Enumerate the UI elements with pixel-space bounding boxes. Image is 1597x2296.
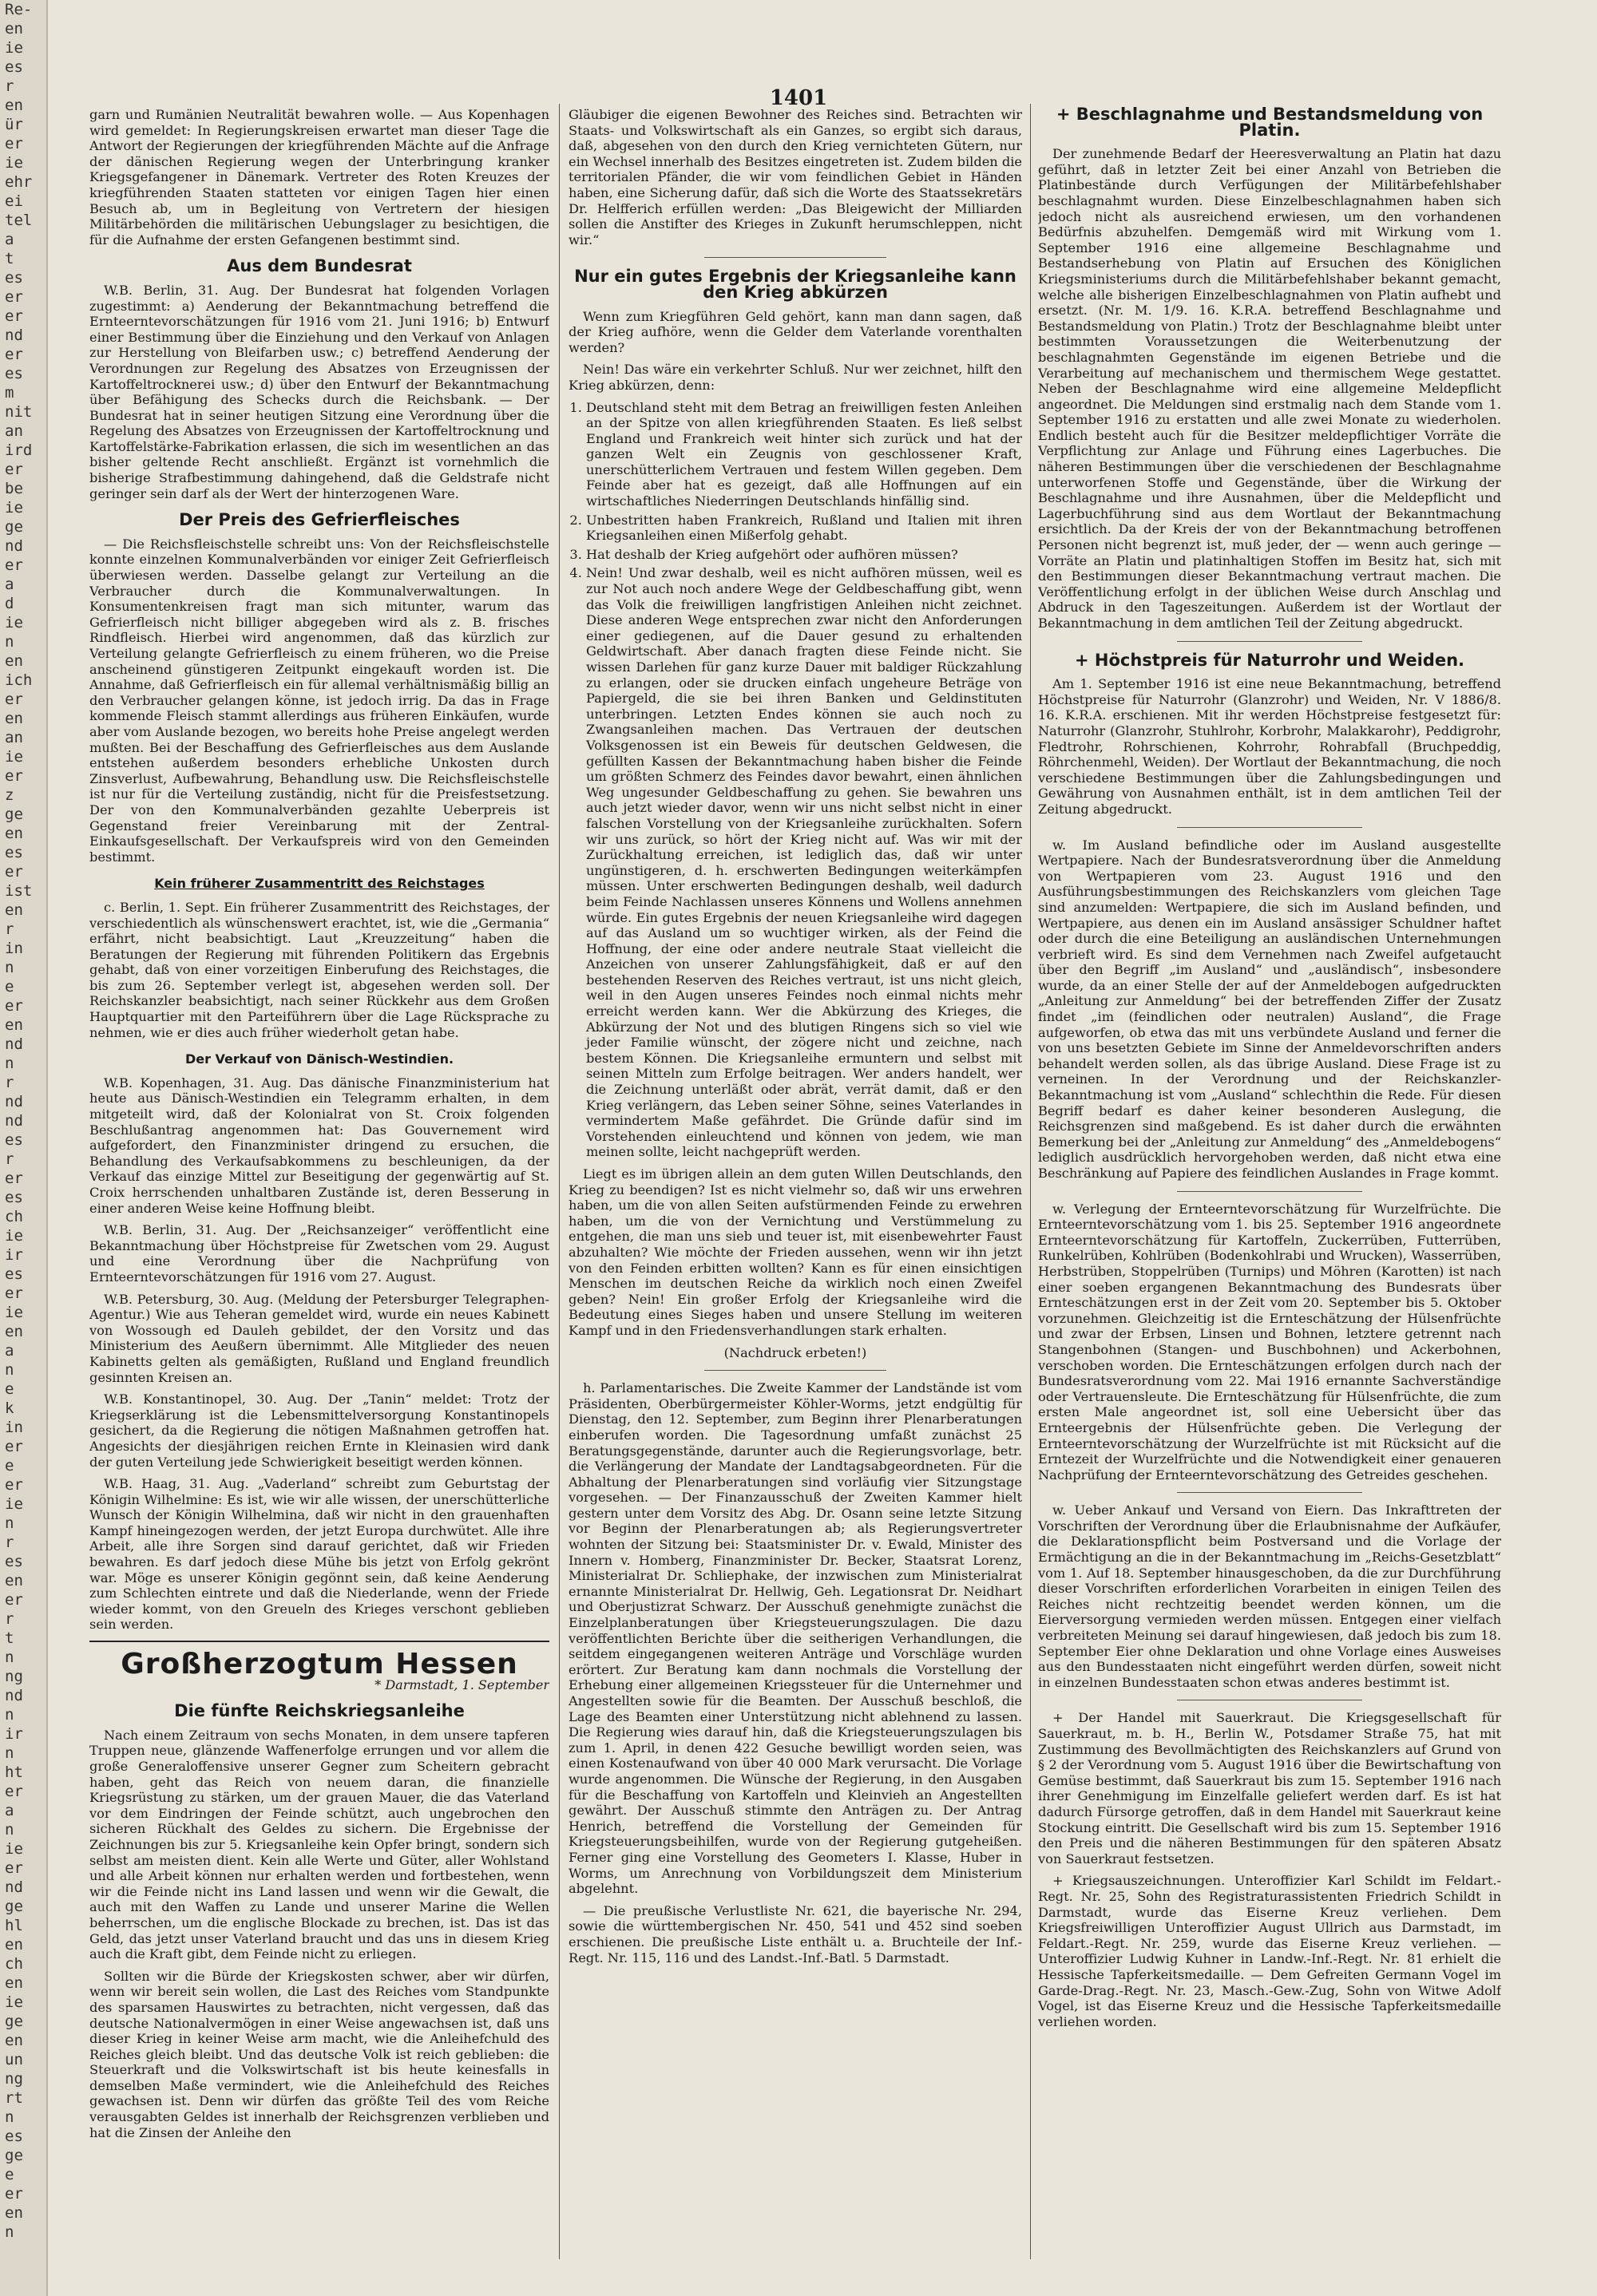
strip-fragment: a — [5, 576, 14, 593]
strip-fragment: ird — [5, 441, 33, 459]
strip-fragment: ür — [5, 116, 23, 133]
strip-fragment: n — [5, 1055, 14, 1072]
strip-fragment: be — [5, 480, 23, 497]
article-paragraph: W.B. Petersburg, 30. Aug. (Meldung der Petersburger Telegraphen-Agentur.) Wie aus Teheran gemeldet wird, wurde ein neues Kabinett von Wossough ed Dauleh gebildet, der den Vorsitz und das Ministerium des Aeußern übernimmt. Alle Mitglieder des neuen Kabinetts gelten als gemäßigten, Rußland und England freundlich gesinnten Kreisen an. — [89, 1291, 549, 1385]
article-paragraph: Nach einem Zeitraum von sechs Monaten, in dem unsere tapferen Truppen neue, glänzende Waffenerfolge errungen und vor allem die große Generaloffensive unserer Gegner zum Scheitern gebracht haben, geht das Reich von neuem daran, die finanzielle Kriegsrüstung zu stärken, um der grauen Mauer, die das Vaterland vor dem Eindringen der Feinde schützt, auch ungebrochen den sicheren Rückhalt des Geldes zu sichern. Die Ergebnisse der Zeichnungen bis zur 5. Kriegsanleihe kein Opfer bringt, sondern sich selbst am meisten dient. Kein alle Werte und Güter, aller Wohlstand und alle Arbeit können nur erhalten werden und fortbestehen, wenn wir die Feinde nicht ins Land lassen und wenn wir die Gewalt, die auch mit den Waffen zu Lande und unserer Marine die Wellen beherrschen, um die englische Blockade zu brechen, ist. Das ist das Geld, das jetzt unser Vaterland braucht und das uns in diesem Krieg auch die Kraft gibt, dem Feinde nicht zu erliegen. — [89, 1727, 549, 1962]
strip-fragment: z — [5, 786, 14, 804]
strip-fragment: er — [5, 307, 23, 325]
strip-fragment: ge — [5, 806, 23, 823]
strip-fragment: Re- — [5, 1, 33, 18]
separator — [1177, 827, 1362, 828]
article-paragraph: W.B. Berlin, 31. Aug. Der Bundesrat hat folgenden Vorlagen zugestimmt: a) Aenderung der Bekanntmachung betreffend die Ernteerntevorschätzungen für 1916 vom 21. Juni 1916; b) Entwurf einer Bestimmung über die Einziehung und den Verkauf von Anlagen zur Herstellung von Bleifarben usw.; c) betreffend Aenderung der Verordnungen zur Regelung des Absatzes von Erzeugnissen der Kartoffeltrocknerei usw.; d) über den Entwurf der Bekanntmachung über Befähigung des Schecks durch die Reichsbank. — Der Bundesrat hat in seiner heutigen Sitzung eine Verordnung über die Regelung des Absatzes von Erzeugnissen der Kartoffeltrocknung und Kartoffelstärke-Fabrikation erlassen, die sich im wesentlichen an das bisher geltende Recht anschließt. Ergänzt ist vornehmlich die bisherige Strafbestimmung dahingehend, daß die Geldstrafe nicht geringer sein darf als der Wert der hinterzogenen Ware. — [89, 282, 549, 501]
column-1 — [89, 107, 549, 2278]
article-paragraph: + Kriegsauszeichnungen. Unteroffizier Karl Schildt im Feldart.-Regt. Nr. 25, Sohn des Registraturassistenten Friedrich Schildt in Darmstadt, wurde das Eiserne Kreuz verliehen. Dem Kriegsfreiwilligen Unteroffizier August Ullrich aus Darmstadt, im Feldart.-Regt. Nr. 259, wurde das Eiserne Kreuz verliehen. — Unteroffizier Ludwig Kuhner in Landw.-Inf.-Regt. Nr. 81 erhielt die Hessische Tapferkeitsmedaille. — Dem Gefreiten Germann Vogel im Garde-Drag.-Regt. Nr. 23, Masch.-Gew.-Zug, Sohn von Witwe Adolf Vogel, ist das Eiserne Kreuz und die Hessische Tapferkeitsmedaille verliehen worden. — [1038, 1873, 1501, 2029]
strip-fragment: nd — [5, 1035, 23, 1053]
strip-fragment: in — [5, 940, 23, 957]
section-heading: Großherzogtum Hessen — [121, 1648, 518, 1681]
strip-fragment: en — [5, 20, 23, 38]
strip-fragment: ir — [5, 1725, 23, 1743]
reprint-note: (Nachdruck erbeten!) — [723, 1344, 867, 1360]
strip-fragment: en — [5, 1936, 23, 1954]
strip-fragment: es — [5, 269, 23, 287]
strip-fragment: r — [5, 77, 14, 95]
separator — [1177, 641, 1362, 642]
strip-fragment: a — [5, 1802, 14, 1819]
article-heading: Der Preis des Gefrierfleisches — [179, 510, 460, 530]
strip-fragment: ir — [5, 1246, 23, 1264]
article-paragraph: Am 1. September 1916 ist eine neue Bekanntmachung, betreffend Höchstpreise für Naturrohr (Glanzrohr) und Weiden, Nr. V 1886/8. 16. K.R.A. erschienen. Mit ihr werden Höchstpreise festgesetzt für: Naturrohr (Glanzrohr, Stuhlrohr, Korbrohr, Malakkarohr), Peddigrohr, Fledtrohr, Rohrschienen, Kohrrohr, Rohrabfall (Bruchpeddig, Röhrchenmehl, Weiden). Der Wortlaut der Bekanntmachung, die noch verschiedene Bestimmungen über die Zahlungsbedingungen und Gewährung von Ausnahmen enthält, ist in dem amtlichen Teil der Zeitung abgedruckt. — [1038, 676, 1501, 817]
strip-fragment: en — [5, 825, 23, 842]
section-rule — [89, 1641, 549, 1642]
strip-fragment: ehr — [5, 173, 33, 191]
strip-fragment: ng — [5, 2070, 23, 2088]
strip-fragment: r — [5, 920, 14, 938]
strip-fragment: n — [5, 1744, 14, 1762]
column-divider — [559, 104, 560, 2259]
strip-fragment: er — [5, 288, 23, 306]
article-heading: Nur ein gutes Ergebnis der Kriegsanleihe kann den Krieg abkürzen — [574, 267, 1016, 302]
strip-fragment: ge — [5, 2147, 23, 2164]
strip-fragment: es — [5, 2128, 23, 2145]
strip-fragment: n — [5, 2108, 14, 2126]
strip-fragment: ie — [5, 614, 23, 631]
strip-fragment: k — [5, 1399, 14, 1417]
article-paragraph: W.B. Konstantinopel, 30. Aug. Der „Tanin“ meldet: Trotz der Kriegserklärung ist die Lebensmittelversorgung Konstantinopels gesichert, da die Regierung die nötigen Maßnahmen getroffen hat. Angesichts der diesjährigen reichen Ernte in Kleinasien wird dank der guten Verteilung jede Schwierigkeit beseitigt werden können. — [89, 1391, 549, 1470]
separator — [704, 257, 886, 258]
strip-fragment: e — [5, 1457, 14, 1475]
strip-fragment: n — [5, 959, 14, 976]
separator — [704, 1370, 886, 1371]
strip-fragment: ie — [5, 1227, 23, 1245]
strip-fragment: en — [5, 1323, 23, 1340]
strip-fragment: en — [5, 1974, 23, 1992]
strip-fragment: ge — [5, 2013, 23, 2030]
strip-fragment: en — [5, 97, 23, 114]
article-paragraph: w. Ueber Ankauf und Versand von Eiern. Das Inkrafttreten der Vorschriften der Verordnung über die Erlaubnisnahme der Aufkäufer, die Deklarationspflicht beim Postversand und die Vorlage der Ermächtigung an die in der Bekanntmachung im „Reichs-Gesetzblatt“ vom 1. Auf 18. September hinausgeschoben, da die zur Durchführung dieser Vorschriften erforderlichen Vorarbeiten in einigen Teilen des Reiches nicht rechtzeitig beendet werden können, um die Eierversorgung vermieden werden müssen. Entgegen einer vielfach verbreiteten Meinung sei darauf hingewiesen, daß jedoch bis zum 18. September Eier ohne Deklaration und ohne Vorlage eines Ausweises aus den Bundesstaaten nicht eingeführt werden dürfen, soweit nicht in einzelnen Bundesstaaten schon etwas anderes bestimmt ist. — [1038, 1502, 1501, 1690]
strip-fragment: er — [5, 691, 23, 708]
strip-fragment: ch — [5, 1208, 23, 1225]
strip-fragment: r — [5, 1074, 14, 1091]
strip-fragment: er — [5, 461, 23, 478]
strip-fragment: rt — [5, 2089, 23, 2107]
column-divider — [1030, 104, 1031, 2259]
adjacent-page-strip — [0, 0, 48, 2296]
strip-fragment: in — [5, 1419, 23, 1436]
strip-fragment: ie — [5, 1304, 23, 1321]
strip-fragment: m — [5, 384, 14, 402]
strip-fragment: nd — [5, 537, 23, 555]
strip-fragment: er — [5, 135, 23, 152]
article-paragraph: Der zunehmende Bedarf der Heeresverwaltung an Platin hat dazu geführt, daß in letzter Zeit bei einer Anzahl von Betrieben die Platinbestände durch Verfügungen der Militärbefehlshaber beschlagnahmt wurden. Diese Einzelbeschlagnahmen haben sich jedoch nicht als ausreichend erwiesen, um den vorhandenen Bedürfnis abzuhelfen. Demgemäß wird mit Wirkung vom 1. September 1916 eine allgemeine Beschlagnahme und Bestandserhebung von Platin auf Ersuchen des Königlichen Kriegsministeriums durch die Militärbefehlshaber bekannt gemacht, welche alle bisherigen Einzelbeschlagnahmen von Platin aufhebt und ersetzt. (Nr. M. 1/9. 16. K.R.A. betreffend Beschlagnahme und Bestandsmeldung von Platin.) Trotz der Beschlagnahme bleibt unter bestimmten Voraussetzungen die Weiterbenutzung der beschlagnahmten Gegenstände im eigenen Betriebe und die Verarbeitung auf mechanischem und thermischem Wege gestattet. Neben der Beschlagnahme wird eine allgemeine Meldepflicht angeordnet. Die Meldungen sind erstmalig nach dem Stande vom 1. September 1916 zu erstatten und alle zwei Monate zu wiederholen. Endlich besteht auch für die Besitzer meldepflichtiger Vorräte die Verpflichtung zur Anlage und Führung eines Lagerbuches. Die näheren Bestimmungen über die verschiedenen der Beschlagnahme unterworfenen Stoffe und Gegenstände, über die Wirkung der Beschlagnahme und ihre Ausnahmen, über die Meldepflicht und Lagerbuchführung sind aus dem Wortlaut der Bekanntmachung ersichtlich. Da der Kreis der von der Bekanntmachung betroffenen Personen nicht begrenzt ist, muß jeder, der — wenn auch geringe — Vorräte an Platin und platinhaltigen Stoffen im Besitz hat, sich mit den Bestimmungen dieser Bekanntmachung vertraut machen. Die Veröffentlichung erfolgt in der üblichen Weise durch Anschlag und Abdruck in den Tageszeitungen. Außerdem ist der Wortlaut der Bekanntmachung in dem amtlichen Teil der Zeitung abgedruckt. — [1038, 146, 1501, 631]
strip-fragment: en — [5, 652, 23, 670]
article-heading: Kein früherer Zusammentritt des Reichstages — [154, 876, 485, 892]
strip-fragment: n — [5, 633, 14, 651]
article-heading: + Höchstpreis für Naturrohr und Weiden. — [1074, 650, 1465, 670]
strip-fragment: ich — [5, 671, 33, 689]
strip-fragment: n — [5, 1649, 14, 1666]
strip-fragment: nd — [5, 1093, 23, 1110]
list-item: 4. Nein! Und zwar deshalb, weil es nicht aufhören müssen, weil es zur Not auch noch andere Wege der Geldbeschaffung gibt, wenn das Volk die freiwilligen langfristigen Anleihen nicht zeichnet. Diese anderen Wege entsprechen zwar nicht den Anforderungen einer gediegenen, auf die Dauer gesund zu erhaltenden Geldwirtschaft. Aber danach fragten diese Feinde nicht. Sie wissen Darlehen für ganz kurze Dauer mit baldiger Rückzahlung zu erlangen, oder sie drucken einfach ungeheure Beträge von Papiergeld, die sie bei ihren Banken und Geldinstituten unterbringen. Letzten Endes können sie auch noch zu Zwangsanleihen machen. Das Vertrauen der deutschen Volksgenossen ist ein Beweis für deutschen Geldwesen, die gefüllten Kassen der Bekanntmachung haben bisher die Feinde um größten Schmerz des Feindes davor bewahrt, einen ähnlichen Weg ungesunder Geldbeschaffung zu gehen. Sie bewahren uns auch jetzt wieder davor, wenn wir uns nicht selbst nicht in einer falschen Vorstellung von der Kriegsanleihe zurückhalten. Sofern wir uns zurück, so hört der Krieg nicht auf. Was wir mit der Zurückhaltung erreichen, ist lediglich das, daß wir unter ungünstigeren, d. h. erschwerten Bedingungen weiterkämpfen müssen. Unter erschwerten Bedingungen deshalb, weil dadurch beim Feinde Nachlassen unseres Könnens und Wollens annehmen würde. Ein gutes Ergebnis der neuen Kriegsanleihe wird dagegen auf das Ausland um so wuchtiger wirken, als der Feind die Hoffnung, der eine oder andere neutrale Staat vielleicht die Anzeichen von unserer Zahlungsfähigkeit, daß er auf den bestehenden Reserven des Reiches vertraut, ist uns nicht gleich, weil in den Augen unseres Feindes noch einmal nichts mehr erreicht werden kann. Wer die Abkürzung des Krieges, die Abkürzung der Not und des blutigen Ringens sich so viel wie jeder Familie wünscht, der zögere nicht und zeichne, nach bestem Können. Die Kriegsanleihe ermuntern und selbst mit seinen Mitteln zum Erfolge beitragen. Wer anders handelt, wer die Zeichnung unterläßt oder abrät, verrät damit, daß er den Krieg verlängern, das Leben seiner Söhne, seines Vaterlandes in vermindertem Maße gefährdet. Die Gründe dafür sind im Vorstehenden einleuchtend und können von jedem, wie man meinen sollte, leicht nachgeprüft werden. — [586, 565, 1022, 1160]
article-paragraph: W.B. Berlin, 31. Aug. Der „Reichsanzeiger“ veröffentlicht eine Bekanntmachung über Höchstpreise für Zwetschen vom 29. August und eine Verordnung über die Nachprüfung von Ernteerntevorschätzungen für 1916 vom 27. August. — [89, 1222, 549, 1285]
strip-fragment: er — [5, 1285, 23, 1302]
strip-fragment: ch — [5, 1955, 23, 1973]
strip-fragment: es — [5, 1189, 23, 1206]
strip-fragment: a — [5, 231, 14, 248]
strip-fragment: en — [5, 710, 23, 727]
strip-fragment: e — [5, 2166, 14, 2183]
strip-fragment: er — [5, 997, 23, 1015]
strip-fragment: es — [5, 1553, 23, 1570]
separator — [1177, 1492, 1362, 1493]
strip-fragment: ie — [5, 499, 23, 517]
strip-fragment: er — [5, 1476, 23, 1494]
column-3 — [1038, 107, 1501, 2278]
strip-fragment: en — [5, 901, 23, 919]
list-item: 2. Unbestritten haben Frankreich, Rußland und Italien mit ihren Kriegsanleihen einen Mißerfolg gehabt. — [586, 513, 1022, 544]
strip-fragment: en — [5, 2204, 23, 2222]
strip-fragment: es — [5, 1131, 23, 1149]
strip-fragment: er — [5, 767, 23, 785]
strip-fragment: n — [5, 1821, 14, 1839]
strip-fragment: ge — [5, 518, 23, 536]
strip-fragment: nd — [5, 1687, 23, 1704]
separator — [1177, 1191, 1362, 1192]
article-paragraph: — Die Reichsfleischstelle schreibt uns: Von der Reichsfleischstelle konnte einzelnen Kommunalverbänden vor einiger Zeit Gefrierfleisch überwiesen werden. Dasselbe gelangt zur Verteilung an die Verbraucher durch die Kommunalverwaltungen. In Konsumentenkreisen fragt man sich mitunter, warum das Gefrierfleisch nicht billiger abgegeben wird als z. B. frisches Rindfleisch. Hierbei wird angenommen, daß das kürzlich zur Verteilung gelangte Gefrierfleisch zu einem früheren, wo die Preise anscheinend günstigeren Zeitpunkt eingekauft worden ist. Die Annahme, daß Gefrierfleisch ein für allemal verhältnismäßig billig an den Verbraucher gelangen könne, ist jedoch irrig. Da das in Frage kommende Fleisch stammt allerdings aus früheren Einkäufen, wurde aber vom Auslande bezogen, wo bereits hohe Preise angelegt werden mußten. Bei der Beschaffung des Gefrierfleisches aus dem Auslande entstehen außerdem besonders erhebliche Unkosten durch Zinsverlust, Aufbewahrung, Behandlung usw. Die Reichsfleischstelle ist nur für die Verteilung zuständig, nicht für die Preisfestsetzung. Der von den Kommunalverbänden gezahlte Ueberpreis ist Gegenstand freier Vereinbarung mit der Zentral-Einkaufsgesellschaft. Der Verkaufspreis wird von den Gemeinden bestimmt. — [89, 536, 549, 865]
strip-fragment: es — [5, 365, 23, 382]
article-paragraph: Liegt es im übrigen allein an dem guten Willen Deutschlands, den Krieg zu beendigen? Ist es nicht vielmehr so, daß wir uns erwehren haben, um die von allen Seiten aufstürmenden Feinde zu erwehren haben, um die von der Vernichtung und Verstümmelung zu entgehen, die man uns sieb und teuer ist, mit eisenbewehrter Faust abzuhalten? Wie möchte der Frieden aussehen, wenn wir ihn jetzt von den Feinden erbitten wollten? Kann es für einen einsichtigen Menschen im deutschen Reiche da wirklich noch einen Zweifel geben? Nein! Ein großer Erfolg der Kriegsanleihe wird die Bedeutung eines Sieges haben und unsere Stellung im weiteren Kampf und in den Friedensverhandlungen stark erhalten. — [569, 1166, 1022, 1338]
strip-fragment: er — [5, 2185, 23, 2203]
list-item: 1. Deutschland steht mit dem Betrag an freiwilligen festen Anleihen an der Spitze von allen kriegführenden Staaten. Es ließ selbst England und Frankreich weit hinter sich zurück und hat der ganzen Welt ein Zeugnis von geschlossener Kraft, unerschütterlichem Vertrauen und festem Willen gegeben. Dem Feinde aber hat es gezeigt, daß alle Hoffnungen auf ein wirtschaftliches Niederringen Deutschlands hinfällig sind. — [586, 400, 1022, 509]
article-heading: Aus dem Bundesrat — [227, 256, 412, 276]
strip-fragment: er — [5, 1438, 23, 1455]
strip-fragment: ht — [5, 1764, 23, 1781]
strip-fragment: en — [5, 1016, 23, 1034]
list-item: 3. Hat deshalb der Krieg aufgehört oder aufhören müssen? — [586, 547, 1022, 563]
article-paragraph: + Der Handel mit Sauerkraut. Die Kriegsgesellschaft für Sauerkraut, m. b. H., Berlin W., Potsdamer Straße 75, hat mit Zustimmung des Bevollmächtigten des Reichskanzlers auf Grund von § 2 der Verordnung vom 5. August 1916 über die Bewirtschaftung von Gemüse bestimmt, daß Sauerkraut bis zum 15. September 1916 nach ihrer Genehmigung im Einzelfalle geliefert werden darf. Es ist hat dadurch Fürsorge getroffen, daß in dem Handel mit Sauerkraut keine Stockung eintritt. Die Gesellschaft wird bis zum 15. September 1916 den Preis und die näheren Bestimmungen für den späteren Absatz von Sauerkraut festsetzen. — [1038, 1710, 1501, 1866]
strip-fragment: an — [5, 422, 23, 440]
strip-fragment: a — [5, 1342, 14, 1360]
strip-fragment: er — [5, 1170, 23, 1187]
article-paragraph: Gläubiger die eigenen Bewohner des Reiches sind. Betrachten wir Staats- und Volkswirtschaft als ein Ganzes, so ergibt sich daraus, daß, abgesehen von den durch den Krieg vernichteten Gütern, nur ein Wechsel innerhalb des Besitzes eingetreten ist. Zudem bilden die territorialen Pfänder, die wir vom feindlichen Gebiet in Händen haben, eine Sicherung dafür, daß sich die Worte des Staatssekretärs Dr. Helfferich erfüllen werden: „Das Bleigewicht der Milliarden sollen die Anstifter des Krieges in Zukunft herumschleppen, nicht wir.“ — [569, 107, 1022, 247]
article-heading: + Beschlagnahme und Bestandsmeldung von Platin. — [1056, 107, 1484, 140]
column-2 — [569, 107, 1022, 2278]
strip-fragment: r — [5, 1150, 14, 1168]
article-paragraph: garn und Rumänien Neutralität bewahren wolle. — Aus Kopenhagen wird gemeldet: In Regierungskreisen erwartet man dieser Tage die Antwort der Regierungen der kriegführenden Mächte auf die Anfrage der dänischen Regierung wegen der Unterbringung kranker Kriegsgefangener in Dänemark. Vertreter des Roten Kreuzes der kriegführenden Staaten statteten vor einigen Tagen hier einen Besuch ab, um in Begleitung von Vertretern der hiesigen Militärbehörden die militärischen Uebungslager zu besichtigen, die für die Aufnahme der ersten Gefangenen bestimmt sind. — [89, 107, 549, 247]
strip-fragment: ei — [5, 192, 23, 210]
strip-fragment: tel — [5, 212, 33, 229]
numbered-list — [569, 400, 1022, 1161]
strip-fragment: er — [5, 863, 23, 881]
strip-fragment: er — [5, 346, 23, 363]
article-paragraph: Nein! Das wäre ein verkehrter Schluß. Nur wer zeichnet, hilft den Krieg abkürzen, denn: — [569, 362, 1022, 393]
strip-fragment: n — [5, 1514, 14, 1532]
strip-fragment: nd — [5, 1112, 23, 1130]
strip-fragment: r — [5, 1534, 14, 1551]
article-paragraph: w. Verlegung der Ernteerntevorschätzung für Wurzelfrüchte. Die Ernteerntevorschätzung vom 1. bis 25. September 1916 angeordnete Ernteerntevorschätzung für Kartoffeln, Zuckerrüben, Futterrüben, Runkelrüben, Kohlrüben (Bodenkohlrabi und Wrucken), Wasserrüben, Herbstrüben, Stoppelrüben (Turnips) und Möhren (Karotten) ist nach einer soeben ergangenen Bekanntmachung des Bundesrats über Ernteschätzungen erst in der Zeit vom 20. September bis 5. Oktober vorzunehmen. Gleichzeitig ist die Ernteschätzung der Hülsenfrüchte und zwar der Erbsen, Linsen und Bohnen, letztere getrennt nach Stangenbohnen (Stangen- und Buschbohnen) und Ackerbohnen, verschoben worden. Die Ernteschätzungen erfolgen durch nach der Bundesratsverordnung vom 22. Mai 1916 ernannte Sachverständige oder Vertrauensleute. Die Ernteschätzung für Hülsenfrüchte, die zum ersten Male angeordnet ist, soll eine Uebersicht über das Ernteergebnis der Hülsenfrüchte geben. Die Verlegung der Ernteerntevorschätzung der Wurzelfrüchte ist mit Rücksicht auf die Erntezeit der Wurzelfrüchte und die Notwendigkeit einer genaueren Nachprüfung der Ernteerntevorschätzung des Getreides geschehen. — [1038, 1201, 1501, 1483]
strip-fragment: ist — [5, 882, 33, 900]
strip-fragment: es — [5, 58, 23, 76]
article-paragraph: W.B. Kopenhagen, 31. Aug. Das dänische Finanzministerium hat heute aus Dänisch-Westindien ein Telegramm erhalten, in dem mitgeteilt wird, daß der Kolonialrat von St. Croix folgenden Beschlußantrag angenommen hat: Das Gouvernement wird aufgefordert, den Finanzminister dringend zu ersuchen, die Behandlung des Verkaufsabkommens zu beschleunigen, da der Verkauf das einzige Mittel zur Beseitigung der gegenwärtig auf St. Croix herrschenden unhaltbaren Zustände ist, deren Besserung in einer anderen Weise keine Hoffnung bleibt. — [89, 1075, 549, 1216]
strip-fragment: es — [5, 1265, 23, 1283]
strip-fragment: e — [5, 978, 14, 996]
article-heading: Die fünfte Reichskriegsanleihe — [174, 1701, 465, 1721]
article-paragraph: Sollten wir die Bürde der Kriegskosten schwer, aber wir dürfen, wenn wir bereit sein wollen, die Last des Reiches vom Standpunkte des sparsamen Hauswirtes zu betrachten, nicht vergessen, daß das deutsche Nationalvermögen in einer Weise angewachsen ist, daß uns dieser Krieg in keiner Weise arm macht, wie die Anleihefchuld des Reiches gleich bleibt. Und das deutsche Volk ist reich geblieben: die Steuerkraft und die Volkswirtschaft ist bis heute keinesfalls in demselben Maße vermindert, wie die Anleihefchuld des Reiches gewachsen ist. Denn wir dürfen das größte Teil des vom Reiche verausgabten Geldes ist innerhalb der Reichsgrenzen verblieben und hat die Zinsen der Anleihe den — [89, 1968, 549, 2140]
strip-fragment: r — [5, 1610, 14, 1628]
strip-fragment: nd — [5, 327, 23, 344]
strip-fragment: en — [5, 2032, 23, 2049]
strip-fragment: t — [5, 250, 14, 267]
strip-fragment: er — [5, 556, 23, 574]
strip-fragment: hl — [5, 1917, 23, 1934]
strip-fragment: an — [5, 729, 23, 746]
strip-fragment: er — [5, 1783, 23, 1800]
strip-fragment: n — [5, 1706, 14, 1724]
strip-fragment: n — [5, 1361, 14, 1379]
strip-fragment: ie — [5, 154, 23, 172]
strip-fragment: ge — [5, 1898, 23, 1915]
strip-fragment: un — [5, 2051, 23, 2068]
strip-fragment: t — [5, 1629, 14, 1647]
strip-fragment: ie — [5, 1840, 23, 1858]
article-paragraph: W.B. Haag, 31. Aug. „Vaderland“ schreibt zum Geburtstag der Königin Wilhelmine: Es ist, wie wir alle wissen, der unerschütterliche Wunsch der Königin Wilhelmina, daß wir nicht in den grauenhaften Kampf hineingezogen werden, der jetzt Europa durchwütet. Alle ihre Arbeit, alle ihre Sorgen sind darauf gerichtet, daß wir Frieden bewahren. Es darf jedoch diese Mühe bis jetzt von Erfolg gekrönt war. Möge es unserer Königin gegönnt sein, daß keine Aenderung zum Schlechten eintrete und daß die Niederlande, wenn der Friede wieder kommt, von den Greueln des Krieges verschont geblieben sein werden. — [89, 1476, 549, 1633]
page-number: 1401 — [769, 86, 828, 110]
strip-fragment: ie — [5, 748, 23, 766]
strip-fragment: e — [5, 1380, 14, 1398]
article-heading: Der Verkauf von Dänisch-Westindien. — [184, 1051, 454, 1067]
strip-fragment: er — [5, 1591, 23, 1609]
article-paragraph: Wenn zum Kriegführen Geld gehört, kann man dann sagen, daß der Krieg aufhöre, wenn die Gelder dem Vaterlande vorenthalten werden? — [569, 308, 1022, 355]
article-paragraph: h. Parlamentarisches. Die Zweite Kammer der Landstände ist vom Präsidenten, Oberbürgermeister Köhler-Worms, jetzt endgültig für Dienstag, den 12. September, zum Beginn ihrer Plenarberatungen einberufen worden. Die Tagesordnung umfaßt zunächst 25 Beratungsgegenstände, darunter auch die Regierungsvorlage, betr. die Verlängerung der Mandate der Landtagsabgeordneten. Für die Abhaltung der Plenarberatungen sind vorläufig vier Sitzungstage vorgesehen. — Der Finanzausschuß der Zweiten Kammer hielt gestern unter dem Vorsitz des Abg. Dr. Osann seine letzte Sitzung vor Beginn der Plenarberatungen ab; als Regierungsvertreter wohnten der Sitzung bei: Staatsminister Dr. v. Ewald, Minister des Innern v. Homberg, Finanzminister Dr. Becker, Staatsrat Lorenz, Ministerialrat Dr. Schliephake, der inzwischen zum Ministerialrat ernannte Ministerialrat Dr. Hellwig, Geh. Legationsrat Dr. Neidhart und Oberjustizrat Schwarz. Der Ausschuß genehmigte zunächst die Einzelplanberatungen über Kriegsteuerungszulagen. Die dazu veröffentlichten Berichte über die seitherigen Verhandlungen, die seitdem eingegangenen weiteren Anträge und Vorschläge wurden erörtert. Zur Beratung kam dann nochmals die Vorstellung der Erhebung einer allgemeinen Kriegssteuer für die Unternehmer und Angestellten sowie für die Beamten. Der Ausschuß beschloß, die Lage des Beamten einer Unterstützung nicht ablehnend zu lassen. Die Regierung wies darauf hin, daß die Kriegsteuerungszulagen bis zum 1. April, in denen 422 Gesuche bewilligt worden seien, was einen Kostenaufwand von über 40 000 Mark verursacht. Die Vorlage wurde angenommen. Die Wünsche der Regierung, in den Ausgaben für die Beschaffung von Kartoffeln und Kleinvieh an Angestellten gewährt. Der Ausschuß stimmte den Anträgen zu. Der Antrag Henrich, betreffend die Vorstellung der Gemeinden für Kriegsteuerungsbeihilfen, wurde von der Regierung gutgeheißen. Ferner ging eine Vorstellung des Geometers I. Klasse, Huber in Worms, um Anrechnung von Vorbildungszeit dem Ministerium abgelehnt. — [569, 1380, 1022, 1897]
strip-fragment: ie — [5, 1495, 23, 1513]
strip-fragment: er — [5, 1859, 23, 1877]
strip-fragment: ng — [5, 1668, 23, 1685]
strip-fragment: nit — [5, 403, 33, 421]
strip-fragment: n — [5, 2223, 14, 2241]
strip-fragment: d — [5, 595, 14, 612]
strip-fragment: ie — [5, 1993, 23, 2011]
strip-fragment: en — [5, 1572, 23, 1589]
strip-fragment: nd — [5, 1878, 23, 1896]
strip-fragment: ie — [5, 39, 23, 57]
article-paragraph: — Die preußische Verlustliste Nr. 621, die bayerische Nr. 294, sowie die württembergischen Nr. 450, 541 und 452 sind soeben erschienen. Die preußische Liste enthält u. a. Bruchteile der Inf.-Regt. Nr. 115, 116 und des Landst.-Inf.-Batl. 5 Darmstadt. — [569, 1902, 1022, 1965]
article-paragraph: w. Im Ausland befindliche oder im Ausland ausgestellte Wertpapiere. Nach der Bundesratsverordnung über die Anmeldung von Wertpapieren vom 23. August 1916 und den Ausführungsbestimmungen des Reichskanzlers vom gleichen Tage sind anzumelden: Wertpapiere, die sich im Ausland befinden, und Wertpapiere, aus denen ein im Ausland ansässiger Schuldner haftet oder durch die eine Beteiligung an ausländischen Unternehmungen verbrieft wird. Es sind dem Vernehmen nach Zweifel aufgetaucht über den Begriff „im Ausland“ und „ausländisch“, insbesondere wurde, da an einer Stelle der auf der Anmeldebogen aufgedruckten „Anleitung zur Anmeldung“ bei der betreffenden Ziffer der Zusatz findet „im (feindlichen oder neutralen) Ausland“, die Frage aufgeworfen, ob etwa das mit uns verbündete Ausland und ferner die von uns besetzten Gebiete im Sinne der Anmeldevorschriften anders behandelt werden sollen, als das übrige Ausland. Diese Frage ist zu verneinen. In der Verordnung und der Reichskanzler-Bekanntmachung ist vom „Ausland“ schlechthin die Rede. Für diesen Begriff bedarf es daher keiner besonderen Auslegung, die Reichsgrenzen sind maßgebend. Es ist daher durch die erwähnten Bemerkung bei der „Anleitung zur Anmeldung“ des „Anmeldebogens“ lediglich ausdrücklich hervorgehoben werden, daß nicht etwa eine Beschränkung auf Papiere des feindlichen Auslandes in Frage kommt. — [1038, 837, 1501, 1181]
article-paragraph: c. Berlin, 1. Sept. Ein früherer Zusammentritt des Reichstages, der verschiedentlich als wünschenswert erachtet, ist, wie die „Germania“ erfährt, nicht beabsichtigt. Laut „Kreuzzeitung“ haben die Beratungen der Regierung mit führenden Politikern das Ergebnis gehabt, daß von einer vorzeitigen Einberufung des Reichstages, die bis zum 26. September verlegt ist, abgesehen werden soll. Der Reichskanzler beabsichtigt, nach seiner Rückkehr aus dem Großen Hauptquartier mit den Parteiführern über die Lage Rücksprache zu nehmen, wie er dies auch früher wiederholt getan habe. — [89, 899, 549, 1040]
dateline: * Darmstadt, 1. September — [374, 1676, 549, 1692]
strip-fragment: es — [5, 844, 23, 861]
